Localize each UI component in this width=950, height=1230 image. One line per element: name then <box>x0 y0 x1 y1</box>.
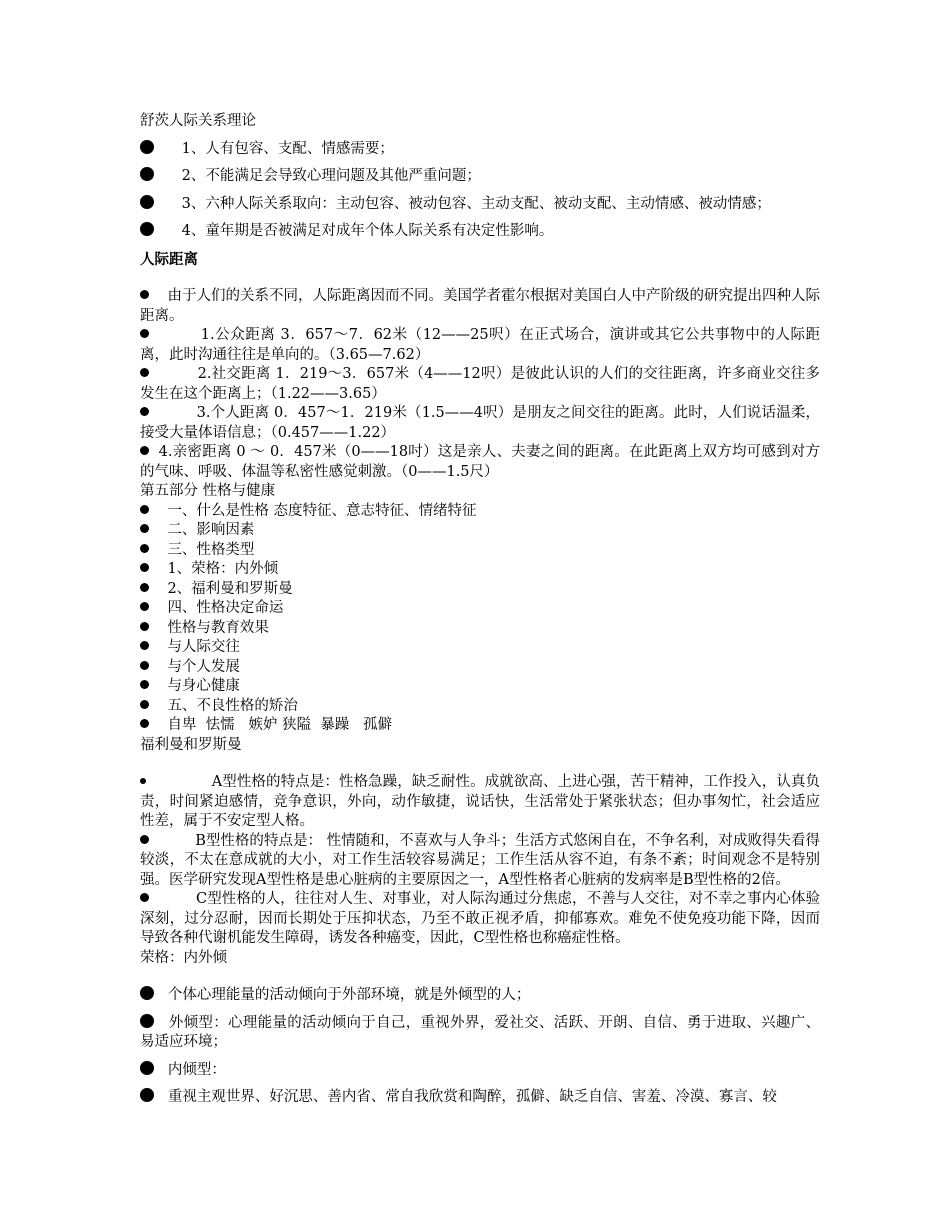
schutz-title: 舒茨人际关系理论 <box>140 113 256 129</box>
bullet-icon <box>140 446 149 455</box>
jung-item: 外倾型：心理能量的活动倾向于自己，重视外界，爱社交、活跃、开朗、自信、勇于进取、兴趣广、易适应环境； <box>140 1014 821 1050</box>
personality-item: 三、性格类型 <box>140 541 820 561</box>
bullet-icon <box>140 719 149 728</box>
personality-item: 性格与教育效果 <box>140 619 820 639</box>
personality-item: 与个人发展 <box>140 658 820 678</box>
friedman-item: B型性格的特点是： 性情随和，不喜欢与人争斗；生活方式悠闲自在，不争名利，对成败得失看得较淡，不太在意成就的大小，对工作生活较容易满足；工作生活从容不迫，有条不紊；时间观念不是特别强。医学研究发现A型性格是患心脏病的主要原因之一，A型性格者心脏病的发病率是B型性格的2倍。 <box>140 832 820 888</box>
bullet-icon <box>140 986 154 1000</box>
bullet-icon <box>140 167 154 181</box>
jung-title: 荣格：内外倾 <box>140 949 227 966</box>
schutz-item: 1、人有包容、支配、情感需要； <box>140 140 820 160</box>
bullet-icon <box>140 700 149 709</box>
friedman-title: 福利曼和罗斯曼 <box>140 736 242 753</box>
personality-item: 自卑 怯懦 嫉妒 狭隘 暴躁 孤僻 <box>140 716 820 736</box>
schutz-item: 4、童年期是否被满足对成年个体人际关系有决定性影响。 <box>140 222 820 242</box>
jung-item: 内倾型： <box>140 1061 820 1081</box>
personality-item: 二、影响因素 <box>140 521 820 541</box>
friedman-item: C型性格的人，往往对人生、对事业，对人际沟通过分焦虑，不善与人交往，对不幸之事内心体验深刻，过分忍耐，因而长期处于压抑状态，乃至不敢正视矛盾，抑郁寡欢。难免不使免疫功能下降，因而导致各种代谢机能发生障碍，诱发各种癌变，因此，C型性格也称癌症性格。 <box>140 891 821 946</box>
bullet-icon <box>140 1014 154 1028</box>
bullet-icon <box>140 661 149 670</box>
distance-intro: 由于人们的关系不同，人际距离因而不同。美国学者霍尔根据对美国白人中产阶级的研究提出四种人际距离。 <box>140 288 821 324</box>
bullet-icon <box>140 680 149 689</box>
bullet-icon <box>140 329 149 338</box>
bullet-icon <box>140 1088 154 1102</box>
personality-item: 与人际交往 <box>140 638 820 658</box>
bullet-icon <box>140 524 149 533</box>
personality-item: 2、福利曼和罗斯曼 <box>140 580 820 600</box>
bullet-icon <box>140 583 149 592</box>
bullet-icon <box>140 195 154 209</box>
distance-item: 3.个人距离 0．457～1．219米（1.5——4呎）是朋友之间交往的距离。此时，人们说话温柔，接受大量体语信息；（0.457——1.22） <box>140 405 821 441</box>
distance-title: 人际距离 <box>140 250 198 268</box>
bullet-icon <box>140 622 149 631</box>
personality-item: 四、性格决定命运 <box>140 599 820 619</box>
distance-item: 4.亲密距离 0 ～ 0．457米（0——18吋）这是亲人、夫妻之间的距离。在此距离上双方均可感到对方的气味、呼吸、体温等私密性感觉刺激。（0——1.5尺） <box>140 444 821 480</box>
bullet-icon <box>140 290 149 299</box>
document-page <box>140 112 820 1108</box>
friedman-item: A型性格的特点是：性格急躁，缺乏耐性。成就欲高、上进心强，苦干精神，工作投入，认真负责，时间紧迫感情，竞争意识，外向，动作敏捷，说话快，生活常处于紧张状态；但办事匆忙，社会适应性差，属于不安定型人格。 <box>140 774 821 829</box>
personality-item: 一、什么是性格 态度特征、意志特征、情绪特征 <box>140 502 820 522</box>
bullet-icon <box>140 544 149 553</box>
jung-item: 重视主观世界、好沉思、善内省、常自我欣赏和陶醉，孤僻、缺乏自信、害羞、冷漠、寡言、较 <box>140 1088 820 1108</box>
distance-item: 1.公众距离 3．657～7．62米（12——25呎）在正式场合，演讲或其它公共事物中的人际距离，此时沟通往往是单向的。（3.65—7.62） <box>140 327 821 363</box>
bullet-icon <box>140 505 149 514</box>
bullet-icon <box>140 222 154 236</box>
jung-item: 个体心理能量的活动倾向于外部环境，就是外倾型的人； <box>140 986 820 1006</box>
personality-item: 五、不良性格的矫治 <box>140 697 820 717</box>
personality-item: 与身心健康 <box>140 677 820 697</box>
personality-item: 1、荣格：内外倾 <box>140 560 820 580</box>
bullet-icon <box>140 140 154 154</box>
schutz-item: 2、不能满足会导致心理问题及其他严重问题； <box>140 167 820 187</box>
bullet-icon <box>140 641 149 650</box>
bullet-icon <box>140 407 149 416</box>
bullet-icon <box>140 835 149 844</box>
bullet-icon <box>140 1061 154 1075</box>
bullet-icon <box>140 893 149 902</box>
distance-item: 2.社交距离 1．219～3．657米（4——12呎）是彼此认识的人们的交往距离，许多商业交往多发生在这个距离上；（1.22——3.65） <box>140 366 821 402</box>
bullet-icon <box>140 563 149 572</box>
bullet-icon <box>140 602 149 611</box>
personality-title: 第五部分 性格与健康 <box>140 483 276 499</box>
schutz-item: 3、六种人际关系取向：主动包容、被动包容、主动支配、被动支配、主动情感、被动情感； <box>140 195 820 215</box>
bullet-icon <box>140 368 149 377</box>
